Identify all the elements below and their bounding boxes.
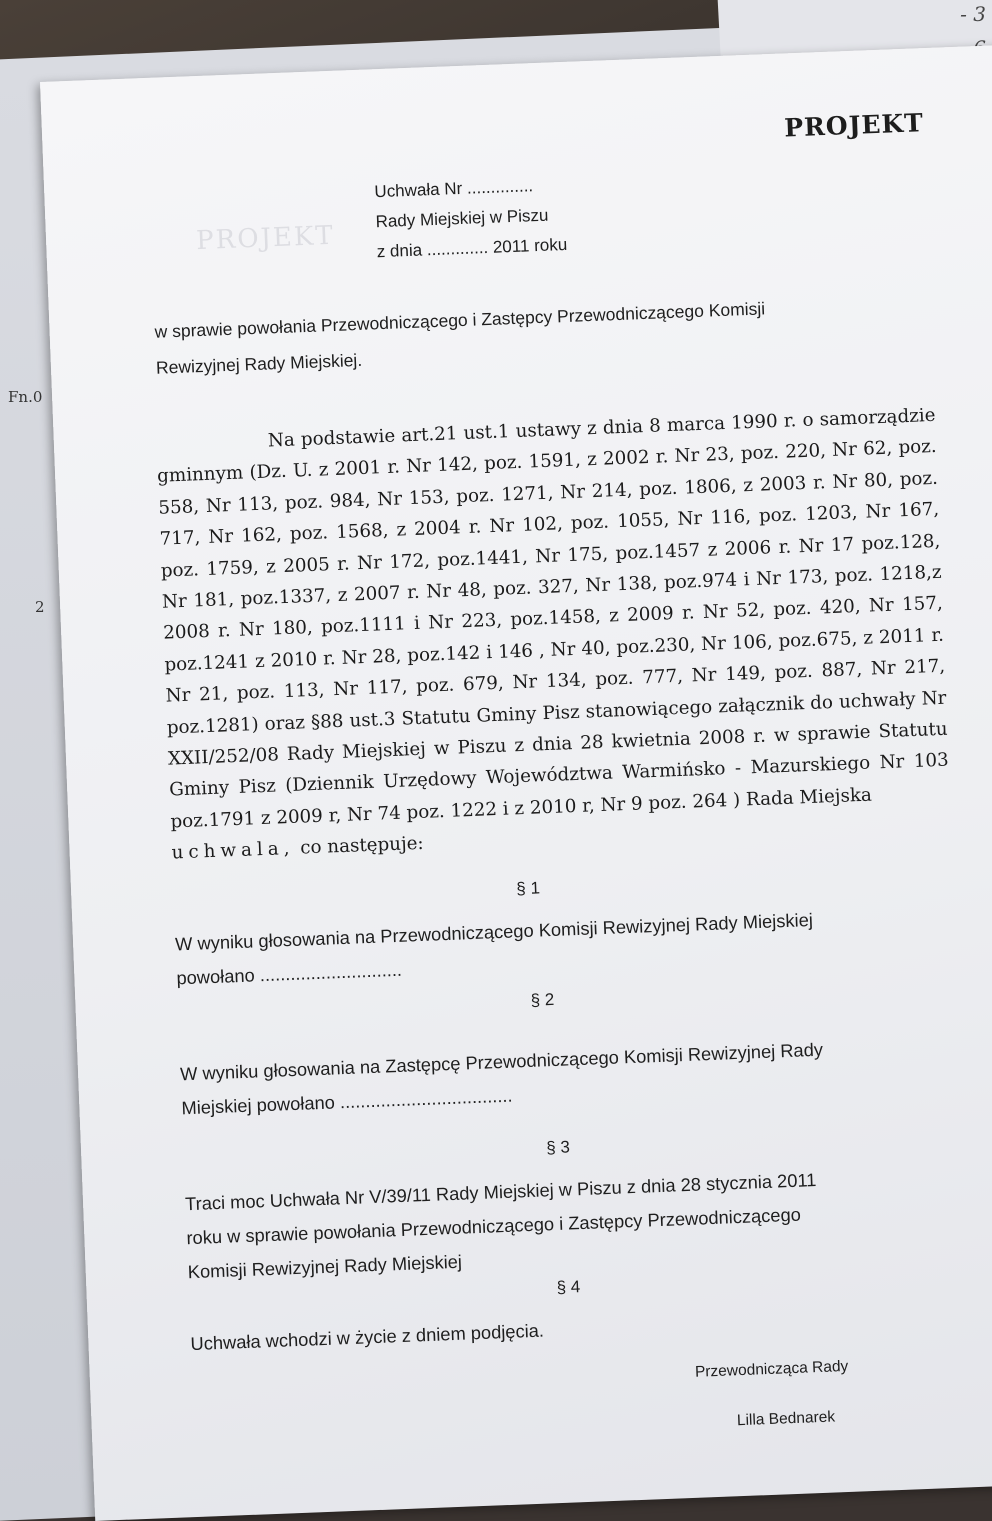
section-3-line-3: Komisji Rewizyjnej Rady Miejskiej [187, 1250, 463, 1283]
section-3-line-1: Traci moc Uchwała Nr V/39/11 Rady Miejskiej w Piszu z dnia 28 stycznia 2011 [184, 1169, 817, 1215]
legal-basis-text: Na podstawie art.21 ust.1 ustawy z dnia 8 marca 1990 r. o samorządzie gminnym (Dz. U. z 2001 r. Nr 142, poz. 1591, z 2002 r. Nr 23, poz. 220, Nr 62, poz. 558, Nr 113, poz. 984, Nr 153, poz. 1271, Nr 214, poz. 1806, z 2003 r. Nr 80, poz. 717, Nr 162, poz. 1568, z 2004 r. Nr 102, poz. 1055, Nr 116, poz. 1203, Nr 167, poz. 1759, z 2005 r. Nr 172, poz.1441, Nr 175, poz.1457 z 2006 r. Nr 17 poz.128, Nr 181, poz.1337, z 2007 r. Nr 48, poz. 327, Nr 138, poz.974 i Nr 173, poz. 1218,z 2008 r. Nr 180, poz.1111 i Nr 223, poz.1458, z 2009 r. Nr 52, poz. 420, Nr 157, poz.1241 z 2010 r. Nr 28, poz.142 i 146 , Nr 40, poz.230, Nr 106, poz.675, z 2011 r. Nr 21, poz. 113, Nr 117, poz. 679, Nr 134, poz. 777, Nr 149, poz. 887, Nr 217, poz.1281) oraz §88 ust.3 Statutu Gminy Pisz stanowiącego załącznik do uchwały Nr XXII/252/08 Rady Miejskiej w Piszu z dnia 28 kwietnia 2008 r. w sprawie Statutu Gminy Pisz (Dziennik Urzędowy Województwa Warmińsko - Mazurskiego Nr 103 poz.1791 z 2009 r, Nr 74 poz. 1222 i z 2010 r, Nr 9 poz. 264 ) Rada Miejska [156, 404, 950, 833]
header-council-line: Rady Miejskiej w Piszu [375, 205, 549, 232]
resolution-header [374, 170, 568, 267]
section-1-text [175, 896, 987, 995]
section-3-mark: § 3 [545, 1137, 571, 1158]
corner-mark-top: - 3 [960, 2, 986, 26]
resolves-rest: co następuje: [294, 833, 425, 860]
section-4-text [190, 1296, 992, 1361]
document-page [40, 43, 992, 1521]
paragraph-indent [156, 447, 268, 451]
project-stamp: PROJEKT [783, 108, 925, 143]
section-2-text [180, 1026, 992, 1125]
subject-line-1: w sprawie powołania Przewodniczącego i Zastępcy Przewodniczącego Komisji [154, 298, 766, 342]
resolves-word: uchwala, [171, 838, 295, 864]
section-4-line-1: Uchwała wchodzi w życie z dniem podjęcia. [190, 1319, 545, 1355]
margin-fn-mark: Fn.0 [8, 388, 43, 406]
margin-page-number: 2 [35, 598, 45, 616]
section-3-text [185, 1156, 992, 1289]
signature-title: Przewodnicząca Rady [694, 1357, 849, 1381]
header-number-line: Uchwała Nr .............. [374, 176, 534, 202]
section-1-line-1: W wyniku głosowania na Przewodniczącego Komisji Rewizyjnej Rady Miejskiej [174, 908, 814, 955]
resolution-subject [154, 284, 926, 386]
signature-name: Lilla Bednarek [736, 1408, 836, 1430]
bleed-through-stamp: PROJEKT [195, 220, 336, 257]
section-4-mark: § 4 [556, 1277, 581, 1298]
legal-basis-paragraph [155, 400, 951, 869]
subject-line-2: Rewizyjnej Rady Miejskiej. [155, 349, 363, 378]
section-1-mark: § 1 [515, 878, 541, 899]
header-date-line: z dnia ............. 2011 roku [376, 234, 568, 262]
section-2-mark: § 2 [530, 989, 555, 1010]
section-3-line-2: roku w sprawie powołania Przewodniczącego i Zastępcy Przewodniczącego [186, 1203, 802, 1249]
section-1-line-2: powołano ............................ [176, 958, 403, 989]
section-2-line-1: W wyniku głosowania na Zastępcę Przewodniczącego Komisji Rewizyjnej Rady [179, 1038, 824, 1085]
section-2-line-2: Miejskiej powołano .................................. [181, 1084, 513, 1119]
